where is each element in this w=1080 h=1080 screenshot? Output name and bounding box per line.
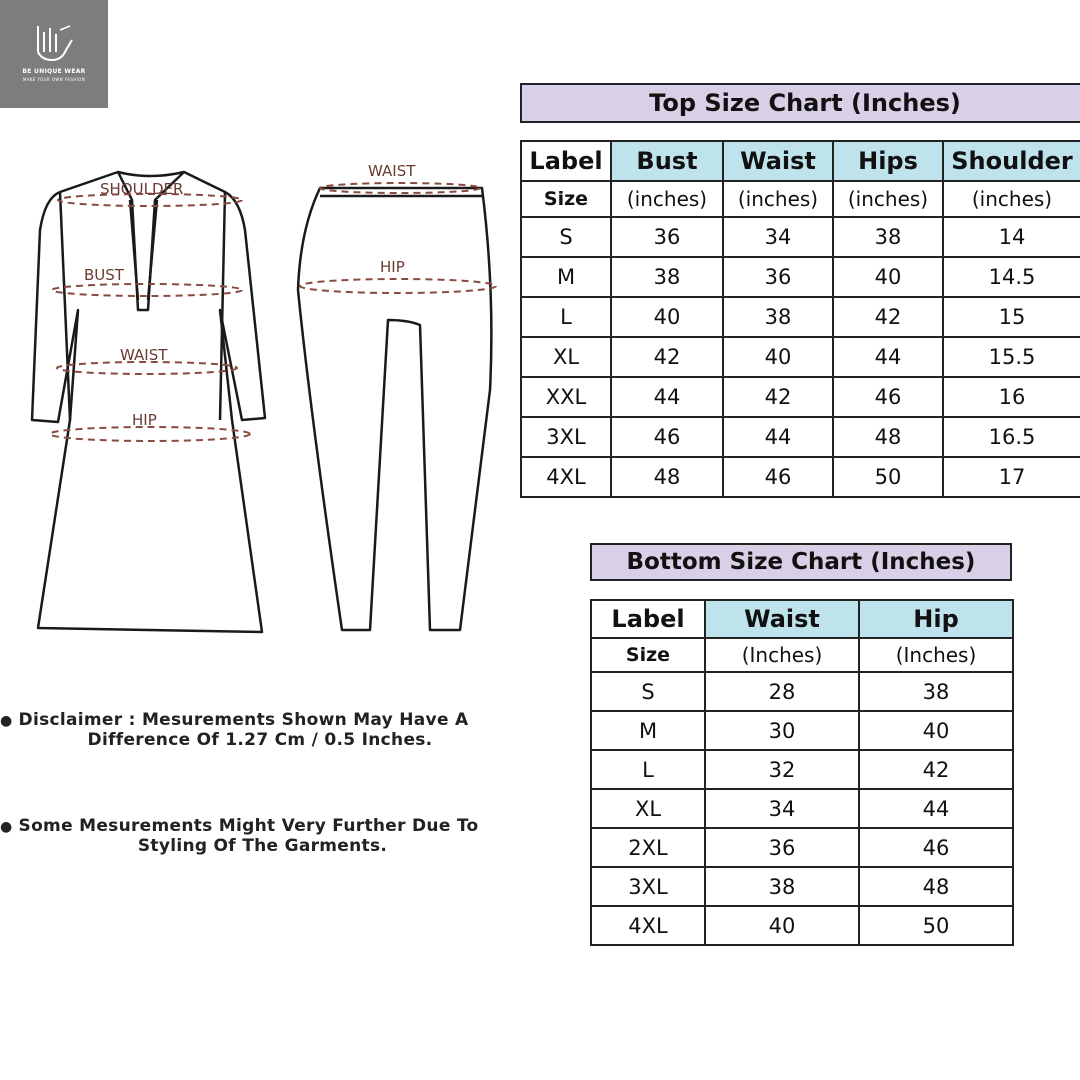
table-row xyxy=(591,789,1013,828)
header-row xyxy=(521,141,1080,181)
measurement-cell: 38 xyxy=(833,217,943,257)
measurement-cell: 44 xyxy=(611,377,723,417)
measurement-cell: 16.5 xyxy=(943,417,1080,457)
measurement-cell: 34 xyxy=(705,789,859,828)
size-label-cell: M xyxy=(591,711,705,750)
bottom-size-table xyxy=(590,599,1014,946)
column-header: Hip xyxy=(859,600,1013,638)
note-line: Some Mesurements Might Very Further Due To xyxy=(18,816,479,836)
size-label-cell: 4XL xyxy=(591,906,705,945)
table-row xyxy=(521,337,1080,377)
hand-logo-icon xyxy=(30,22,78,64)
size-label-cell: XL xyxy=(591,789,705,828)
measurement-cell: 42 xyxy=(859,750,1013,789)
measurement-cell: 48 xyxy=(611,457,723,497)
measurement-cell: 40 xyxy=(611,297,723,337)
unit-cell: (Inches) xyxy=(705,638,859,672)
table-row xyxy=(591,672,1013,711)
table-row xyxy=(521,457,1080,497)
top-size-table xyxy=(520,140,1080,498)
measurement-cell: 46 xyxy=(723,457,833,497)
measurement-cell: 50 xyxy=(833,457,943,497)
measurement-cell: 38 xyxy=(705,867,859,906)
measurement-cell: 36 xyxy=(705,828,859,867)
measurement-cell: 40 xyxy=(723,337,833,377)
hip-label: HIP xyxy=(132,411,157,429)
measurement-cell: 40 xyxy=(833,257,943,297)
unit-cell: Size xyxy=(521,181,611,217)
size-label-cell: L xyxy=(521,297,611,337)
measurement-cell: 48 xyxy=(833,417,943,457)
size-label-cell: M xyxy=(521,257,611,297)
pant-hip-label: HIP xyxy=(380,258,405,276)
bust-label: BUST xyxy=(84,266,124,284)
table-row xyxy=(521,377,1080,417)
measurement-cell: 14.5 xyxy=(943,257,1080,297)
table-row xyxy=(521,417,1080,457)
unit-cell: (inches) xyxy=(833,181,943,217)
measurement-cell: 46 xyxy=(611,417,723,457)
measurement-cell: 28 xyxy=(705,672,859,711)
garment-measurement-illustration xyxy=(20,150,510,650)
disclaimer-note xyxy=(0,710,520,750)
column-header: Label xyxy=(521,141,611,181)
size-label-cell: 3XL xyxy=(521,417,611,457)
measurement-cell: 50 xyxy=(859,906,1013,945)
pant-waist-label: WAIST xyxy=(368,162,416,180)
bottom-chart-title: Bottom Size Chart (Inches) xyxy=(590,543,1012,581)
measurement-cell: 38 xyxy=(723,297,833,337)
size-label-cell: XL xyxy=(521,337,611,377)
unit-cell: (Inches) xyxy=(859,638,1013,672)
measurement-cell: 42 xyxy=(833,297,943,337)
note-line: Difference Of 1.27 Cm / 0.5 Inches. xyxy=(87,730,433,750)
measurement-cell: 44 xyxy=(859,789,1013,828)
measurement-cell: 14 xyxy=(943,217,1080,257)
measurement-cell: 36 xyxy=(723,257,833,297)
note-bullet: ● xyxy=(0,713,13,729)
measurement-cell: 36 xyxy=(611,217,723,257)
size-label-cell: 4XL xyxy=(521,457,611,497)
size-label-cell: 2XL xyxy=(591,828,705,867)
measurement-cell: 40 xyxy=(705,906,859,945)
top-chart-title: Top Size Chart (Inches) xyxy=(520,83,1080,123)
measurement-cell: 48 xyxy=(859,867,1013,906)
measurement-cell: 42 xyxy=(723,377,833,417)
measurement-cell: 32 xyxy=(705,750,859,789)
measurement-cell: 44 xyxy=(723,417,833,457)
logo-brand-name: BE UNIQUE WEAR xyxy=(22,68,86,75)
table-row xyxy=(591,750,1013,789)
measurement-cell: 16 xyxy=(943,377,1080,417)
measurement-cell: 46 xyxy=(859,828,1013,867)
measurement-cell: 38 xyxy=(859,672,1013,711)
brand-logo xyxy=(0,0,108,108)
table-row xyxy=(591,828,1013,867)
unit-row xyxy=(521,181,1080,217)
size-label-cell: 3XL xyxy=(591,867,705,906)
column-header: Shoulder xyxy=(943,141,1080,181)
measurement-cell: 30 xyxy=(705,711,859,750)
waist-label: WAIST xyxy=(120,346,168,364)
measurement-cell: 34 xyxy=(723,217,833,257)
column-header: Waist xyxy=(705,600,859,638)
note-line: Styling Of The Garments. xyxy=(137,836,388,856)
column-header: Label xyxy=(591,600,705,638)
column-header: Hips xyxy=(833,141,943,181)
measurement-cell: 40 xyxy=(859,711,1013,750)
table-row xyxy=(521,257,1080,297)
column-header: Waist xyxy=(723,141,833,181)
styling-note xyxy=(0,816,525,856)
unit-cell: (inches) xyxy=(611,181,723,217)
measurement-cell: 17 xyxy=(943,457,1080,497)
size-label-cell: S xyxy=(591,672,705,711)
note-bullet: ● xyxy=(0,819,13,835)
unit-cell: Size xyxy=(591,638,705,672)
size-label-cell: S xyxy=(521,217,611,257)
table-row xyxy=(521,297,1080,337)
shoulder-label: SHOULDER xyxy=(100,180,184,198)
table-row xyxy=(591,906,1013,945)
unit-row xyxy=(591,638,1013,672)
column-header: Bust xyxy=(611,141,723,181)
logo-tagline: MAKE YOUR OWN FASHION xyxy=(22,77,86,82)
measurement-cell: 46 xyxy=(833,377,943,417)
measurement-cell: 15.5 xyxy=(943,337,1080,377)
unit-cell: (inches) xyxy=(943,181,1080,217)
note-line: Disclaimer : Mesurements Shown May Have A xyxy=(18,710,469,730)
table-row xyxy=(521,217,1080,257)
size-label-cell: XXL xyxy=(521,377,611,417)
measurement-cell: 44 xyxy=(833,337,943,377)
table-row xyxy=(591,711,1013,750)
unit-cell: (inches) xyxy=(723,181,833,217)
size-label-cell: L xyxy=(591,750,705,789)
measurement-cell: 15 xyxy=(943,297,1080,337)
table-row xyxy=(591,867,1013,906)
measurement-cell: 38 xyxy=(611,257,723,297)
measurement-cell: 42 xyxy=(611,337,723,377)
header-row xyxy=(591,600,1013,638)
